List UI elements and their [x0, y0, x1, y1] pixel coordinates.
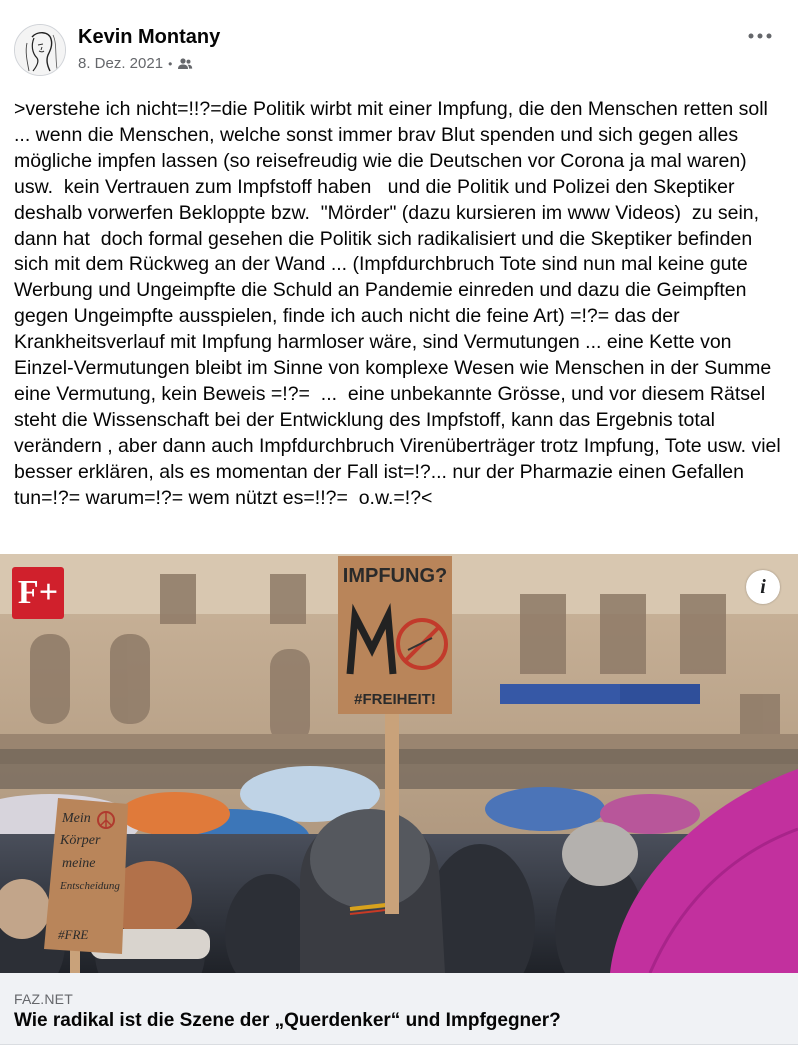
- link-preview-card[interactable]: [0, 554, 798, 1045]
- small-sign-line-4: Entscheidung: [60, 880, 120, 892]
- info-icon[interactable]: i: [746, 570, 780, 604]
- friends-icon[interactable]: [177, 57, 193, 71]
- author-name[interactable]: Kevin Montany: [78, 26, 221, 48]
- small-sign-line-2: Körper: [60, 833, 101, 848]
- link-headline[interactable]: Wie radikal ist die Szene der „Querdenker“ und Impfgegner?: [14, 1010, 561, 1031]
- link-domain: FAZ.NET: [14, 991, 73, 1007]
- post-text: >verstehe ich nicht=!!?=die Politik wirbt mit einer Impfung, die den Menschen retten soll ... wenn die Menschen, welche sonst immer brav Blut spenden und sich gegen alles mögliche impfen lassen (so reisefreudig wie die Deutschen vor Corona ja mal waren) usw. kein Vertrauen zum Impfstoff haben und die Politik und Polizei den Skeptiker deshalb vorwerfen Bekloppte bzw. "Mörder" (dazu kursieren im www Videos) zu sein, dann hat doch formal gesehen die Politik sich radikalisiert und die Skeptiker befinden sich mit dem Rückweg an der Wand ... (Impfdurchbruch Tote sind nun mal keine gute Werbung und Ungeimpfte die Schuld an Pandemie einreden und dazu die Geimpften gegen Ungeimpfte ausspielen, finde ich auch nicht die feine Art) =!?= das der Krankheitsverlauf mit Impfung harmloser wäre, sind Vermutungen ... eine Kette von Einzel-Vermutungen bleibt im Sinne von komplexe Wesen wie Menschen in der Summe eine Vermutung, kein Beweis =!?= ... eine unbekannte Grösse, und vor diesem Rätsel steht die Wissenschaft bei der Entwicklung des Impfstoff, kann das Ergebnis total verändern , aber dann auch Impfdurchbruch Virenüberträger trotz Impfung, Tote usw. viel besser erklären, als es momentan der Fall ist=!?... nur der Pharmazie einen Gefallen tun=!?= warum=!?= wem nützt es=!!?= o.w.=!?<: [14, 98, 787, 509]
- more-horizontal-icon: [748, 33, 772, 39]
- avatar-sketch-portrait: [15, 25, 65, 75]
- post-header: [0, 0, 798, 90]
- link-card-footer[interactable]: [0, 973, 798, 1045]
- protest-sign-title: IMPFUNG?: [342, 565, 448, 587]
- more-options-button[interactable]: [742, 22, 778, 50]
- meta-separator: •: [168, 56, 173, 71]
- post-meta: [78, 55, 193, 72]
- faz-plus-badge: F+: [12, 567, 64, 619]
- small-sign-line-3: meine: [62, 856, 96, 871]
- small-sign-line-1: Mein: [62, 811, 91, 826]
- post-date[interactable]: 8. Dez. 2021: [78, 55, 164, 72]
- avatar[interactable]: [14, 24, 66, 76]
- link-preview-image[interactable]: [0, 554, 798, 973]
- protest-sign-hashtag: #FREIHEIT!: [354, 691, 436, 708]
- small-sign-line-5: #FRE: [58, 927, 89, 942]
